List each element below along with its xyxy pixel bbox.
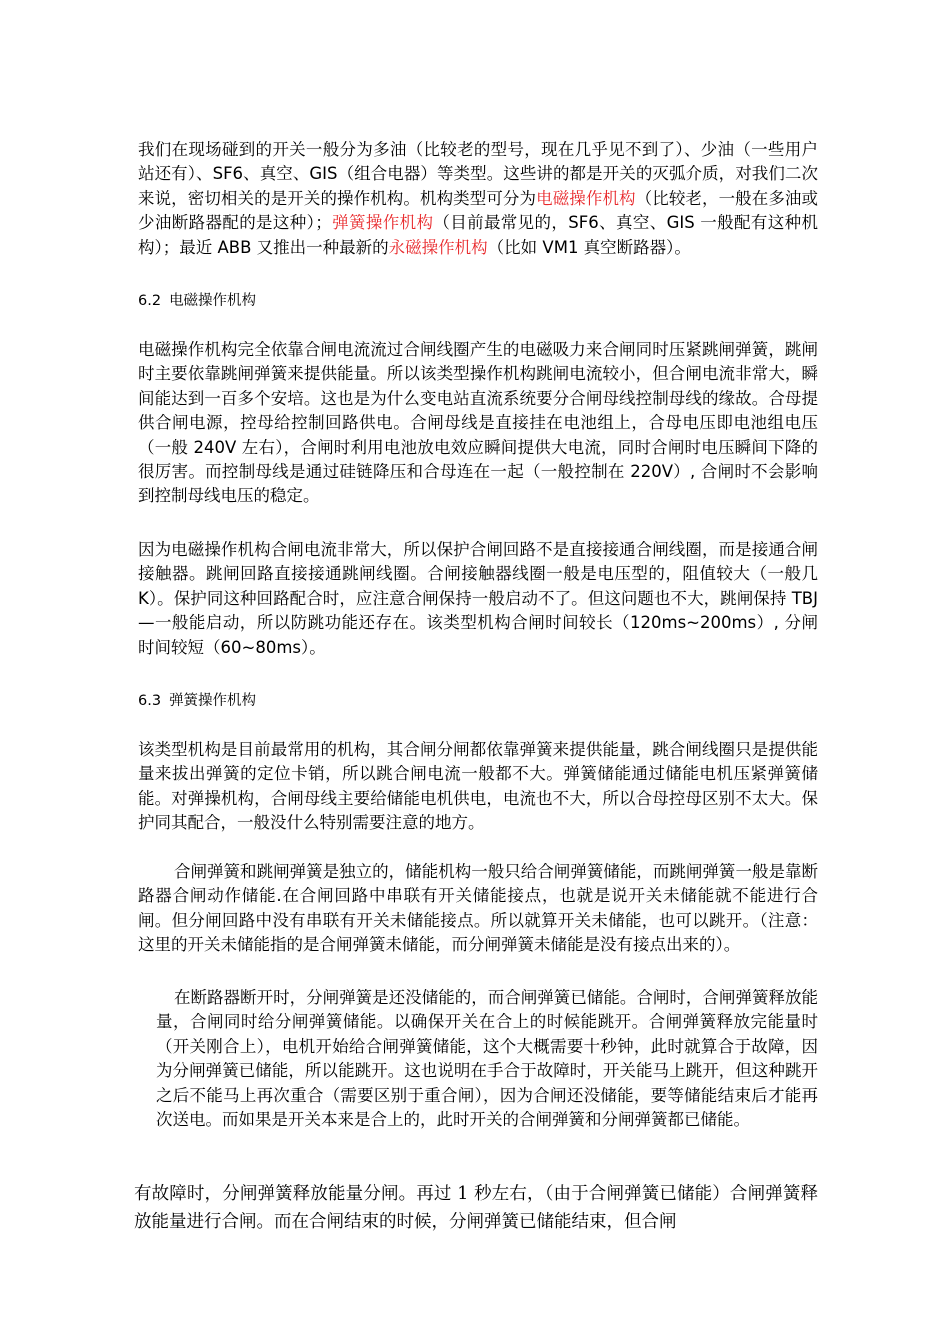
intro-text-2: （比较老，一般在多油或少油断路器配的是这种）；	[138, 188, 819, 233]
section-6-2-paragraph-2: 因为电磁操作机构合闸电流非常大，所以保护合闸回路不是直接接通合闸线圈，而是接通合闸接触器。跳闸回路直接接通跳闸线圈。合闸接触器线圈一般是电压型的，阻值较大（一般几 K）。保护同这种回路配合时，应注意合闸保持一般启动不了。但这问题也不大，跳闸保持 TBJ—一般能启动，所以防跳功能还存在。该类型机构合闸时间较长（120ms~200ms）, 分闸时间较短（60~80ms）。	[138, 540, 818, 657]
intro-paragraph	[138, 138, 818, 260]
intro-text-4: （比如 VM1 真空断路器）。	[487, 237, 691, 257]
section-6-3-paragraph-2: 合闸弹簧和跳闸弹簧是独立的，储能机构一般只给合闸弹簧储能，而跳闸弹簧一般是靠断路器合闸动作储能.在合闸回路中串联有开关储能接点，也就是说开关未储能就不能进行合闸。但分闸回路中没有串联有开关未储能接点。所以就算开关未储能，也可以跳开。（注意：这里的开关未储能指的是合闸弹簧未储能，而分闸弹簧未储能是没有接点出来的）。	[138, 862, 818, 955]
intro-text-1: 我们在现场碰到的开关一般分为多油（比较老的型号，现在几乎见不到了）、少油（一些用户站还有）、SF6、真空、GIS（组合电器）等类型。这些讲的都是开关的灭弧介质，对我们二次来说，密切相关的是开关的操作机构。机构类型可分为	[138, 140, 818, 208]
highlight-permanent-magnet-mechanism: 永磁操作机构	[388, 237, 488, 257]
section-number: 6.3	[138, 693, 162, 709]
section-6-3-paragraph-4: 有故障时，分闸弹簧释放能量分闸。再过 1 秒左右，（由于合闸弹簧已储能）合闸弹簧释放能量进行合闸。而在合闸结束的时候，分闸弹簧已储能结束，但合闸	[134, 1184, 818, 1232]
section-6-2-paragraph-1: 电磁操作机构完全依靠合闸电流流过合闸线圈产生的电磁吸力来合闸同时压紧跳闸弹簧，跳闸时主要依靠跳闸弹簧来提供能量。所以该类型操作机构跳闸电流较小，但合闸电流非常大，瞬间能达到一百多个安培。这也是为什么变电站直流系统要分合闸母线控制母线的缘故。合母提供合闸电源，控母给控制回路供电。合闸母线是直接挂在电池组上，合母电压即电池组电压（一般 240V 左右），合闸时利用电池放电效应瞬间提供大电流，同时合闸时电压瞬间下降的很厉害。而控制母线是通过硅链降压和合母连在一起（一般控制在 220V）, 合闸时不会影响到控制母线电压的稳定。	[138, 340, 818, 506]
highlight-electromagnetic-mechanism: 电磁操作机构	[536, 188, 636, 208]
section-title: 弹簧操作机构	[169, 693, 257, 709]
section-number: 6.2	[138, 293, 162, 309]
section-6-3-paragraph-1: 该类型机构是目前最常用的机构，其合闸分闸都依靠弹簧来提供能量，跳合闸线圈只是提供能量来拔出弹簧的定位卡销，所以跳合闸电流一般都不大。弹簧储能通过储能电机压紧弹簧储能。对弹操机构，合闸母线主要给储能电机供电，电流也不大，所以合母控母区别不太大。保护同其配合，一般没什么特别需要注意的地方。	[138, 740, 818, 833]
section-title: 电磁操作机构	[169, 293, 257, 309]
section-6-3-paragraph-3: 在断路器断开时，分闸弹簧是还没储能的，而合闸弹簧已储能。合闸时，合闸弹簧释放能量，合闸同时给分闸弹簧储能。以确保开关在合上的时候能跳开。合闸弹簧释放完能量时（开关刚合上），电机开始给合闸弹簧储能，这个大概需要十秒钟，此时就算合于故障，因为分闸弹簧已储能，所以能跳开。这也说明在手合于故障时，开关能马上跳开，但这种跳开之后不能马上再次重合（需要区别于重合闸），因为合闸还没储能，要等储能结束后才能再次送电。而如果是开关本来是合上的，此时开关的合闸弹簧和分闸弹簧都已储能。	[156, 988, 818, 1130]
highlight-spring-mechanism: 弹簧操作机构	[331, 213, 434, 233]
section-heading-6-2	[138, 291, 256, 311]
section-heading-6-3	[138, 691, 256, 711]
intro-text-3: （目前最常见的，SF6、真空、GIS 一般配有这种机构）；最近 ABB 又推出一种最新的	[138, 213, 818, 257]
